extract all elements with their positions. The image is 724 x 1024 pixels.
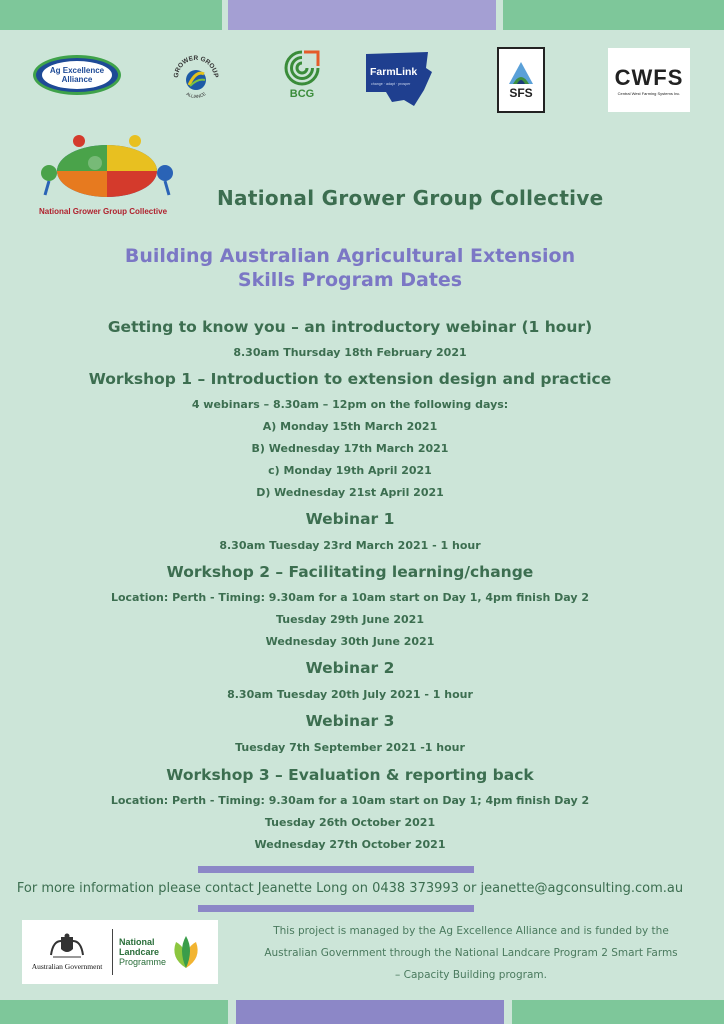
cwfs-sub: Central West Farming Systems Inc. bbox=[617, 90, 681, 96]
workshop2-date-2: Wednesday 30th June 2021 bbox=[265, 635, 435, 648]
australian-government-crest bbox=[22, 933, 112, 971]
top-bar-left bbox=[0, 0, 222, 30]
contact-info: For more information please contact Jeanette Long on 0438 373993 or jeanette@agconsulting.com.au bbox=[16, 881, 684, 896]
farmlink-tagline: change · adapt · prosper bbox=[371, 82, 411, 86]
landcare-leaf-icon bbox=[166, 932, 206, 972]
webinar2-date: 8.30am Tuesday 20th July 2021 - 1 hour bbox=[227, 688, 473, 701]
workshop1-date-b: B) Wednesday 17th March 2021 bbox=[251, 442, 449, 455]
top-bar-middle bbox=[228, 0, 496, 30]
grower-group-alliance-logo bbox=[170, 52, 222, 104]
workshop2-date-1: Tuesday 29th June 2021 bbox=[276, 613, 424, 626]
contact-divider-bottom bbox=[198, 905, 474, 912]
top-bar-right bbox=[503, 0, 724, 30]
program-title-line2: Skills Program Dates bbox=[237, 269, 463, 291]
cwfs-label: CWFS bbox=[614, 64, 684, 90]
workshop2-location: Location: Perth - Timing: 9.30am for a 10am start on Day 1, 4pm finish Day 2 bbox=[110, 591, 590, 604]
bottom-bar-middle bbox=[236, 1000, 504, 1024]
program-title-line1: Building Australian Agricultural Extension bbox=[124, 245, 576, 267]
ag-excellence-line1: Ag Excellence bbox=[49, 66, 105, 75]
funding-line3: – Capacity Building program. bbox=[395, 969, 547, 981]
workshop1-subheading: 4 webinars – 8.30am – 12pm on the following days: bbox=[191, 398, 509, 411]
collective-title: National Grower Group Collective bbox=[217, 186, 604, 210]
gga-top-text: GROWER GROUP bbox=[172, 54, 220, 79]
cwfs-logo bbox=[608, 48, 690, 112]
ngc-logo-caption: National Grower Group Collective bbox=[39, 207, 168, 216]
funding-line2: Australian Government through the National Landcare Program 2 Smart Farms bbox=[264, 947, 678, 959]
ag-excellence-line2: Alliance bbox=[61, 75, 93, 84]
government-logos bbox=[22, 920, 218, 984]
svg-text:ALLIANCE bbox=[185, 91, 206, 99]
workshop1-heading: Workshop 1 – Introduction to extension design and practice bbox=[88, 370, 612, 388]
national-landcare-programme-logo bbox=[113, 932, 206, 972]
webinar3-date: Tuesday 7th September 2021 -1 hour bbox=[235, 741, 465, 754]
webinar2-heading: Webinar 2 bbox=[305, 659, 395, 677]
program-title bbox=[0, 244, 700, 292]
australian-government-label: Australian Government bbox=[31, 962, 103, 971]
webinar1-heading: Webinar 1 bbox=[305, 510, 395, 528]
nlp-line1: National bbox=[119, 937, 155, 947]
bottom-bar-left bbox=[0, 1000, 228, 1024]
bcg-label: BCG bbox=[289, 88, 315, 100]
webinar3-heading: Webinar 3 bbox=[305, 712, 395, 730]
contact-divider-top bbox=[198, 866, 474, 873]
farmlink-label: FarmLink bbox=[370, 66, 418, 78]
nlp-line2: Landcare bbox=[119, 947, 160, 957]
nlp-line3: Programme bbox=[119, 957, 167, 967]
gga-bottom-text: ALLIANCE bbox=[185, 91, 207, 100]
workshop3-heading: Workshop 3 – Evaluation & reporting back bbox=[166, 766, 534, 784]
workshop1-date-c: c) Monday 19th April 2021 bbox=[268, 464, 432, 477]
intro-webinar-heading: Getting to know you – an introductory webinar (1 hour) bbox=[107, 318, 593, 336]
workshop3-date-1: Tuesday 26th October 2021 bbox=[264, 816, 436, 829]
workshop1-date-d: D) Wednesday 21st April 2021 bbox=[256, 486, 444, 499]
ag-excellence-alliance-logo bbox=[33, 55, 121, 95]
sfs-logo bbox=[497, 47, 545, 113]
bottom-bar-right bbox=[512, 1000, 724, 1024]
bcg-logo bbox=[280, 46, 324, 104]
funding-line1: This project is managed by the Ag Excellence Alliance and is funded by the bbox=[273, 925, 669, 937]
workshop3-location: Location: Perth - Timing: 9.30am for a 10am start on Day 1; 4pm finish Day 2 bbox=[110, 794, 590, 807]
program-schedule bbox=[0, 314, 700, 856]
sfs-label: SFS bbox=[509, 86, 533, 100]
workshop1-date-a: A) Monday 15th March 2021 bbox=[262, 420, 438, 433]
farmlink-logo bbox=[364, 50, 434, 108]
webinar1-date: 8.30am Tuesday 23rd March 2021 - 1 hour bbox=[219, 539, 481, 552]
workshop3-date-2: Wednesday 27th October 2021 bbox=[254, 838, 446, 851]
funding-statement bbox=[250, 920, 692, 986]
intro-webinar-date: 8.30am Thursday 18th February 2021 bbox=[233, 346, 467, 359]
workshop2-heading: Workshop 2 – Facilitating learning/change bbox=[166, 563, 534, 581]
